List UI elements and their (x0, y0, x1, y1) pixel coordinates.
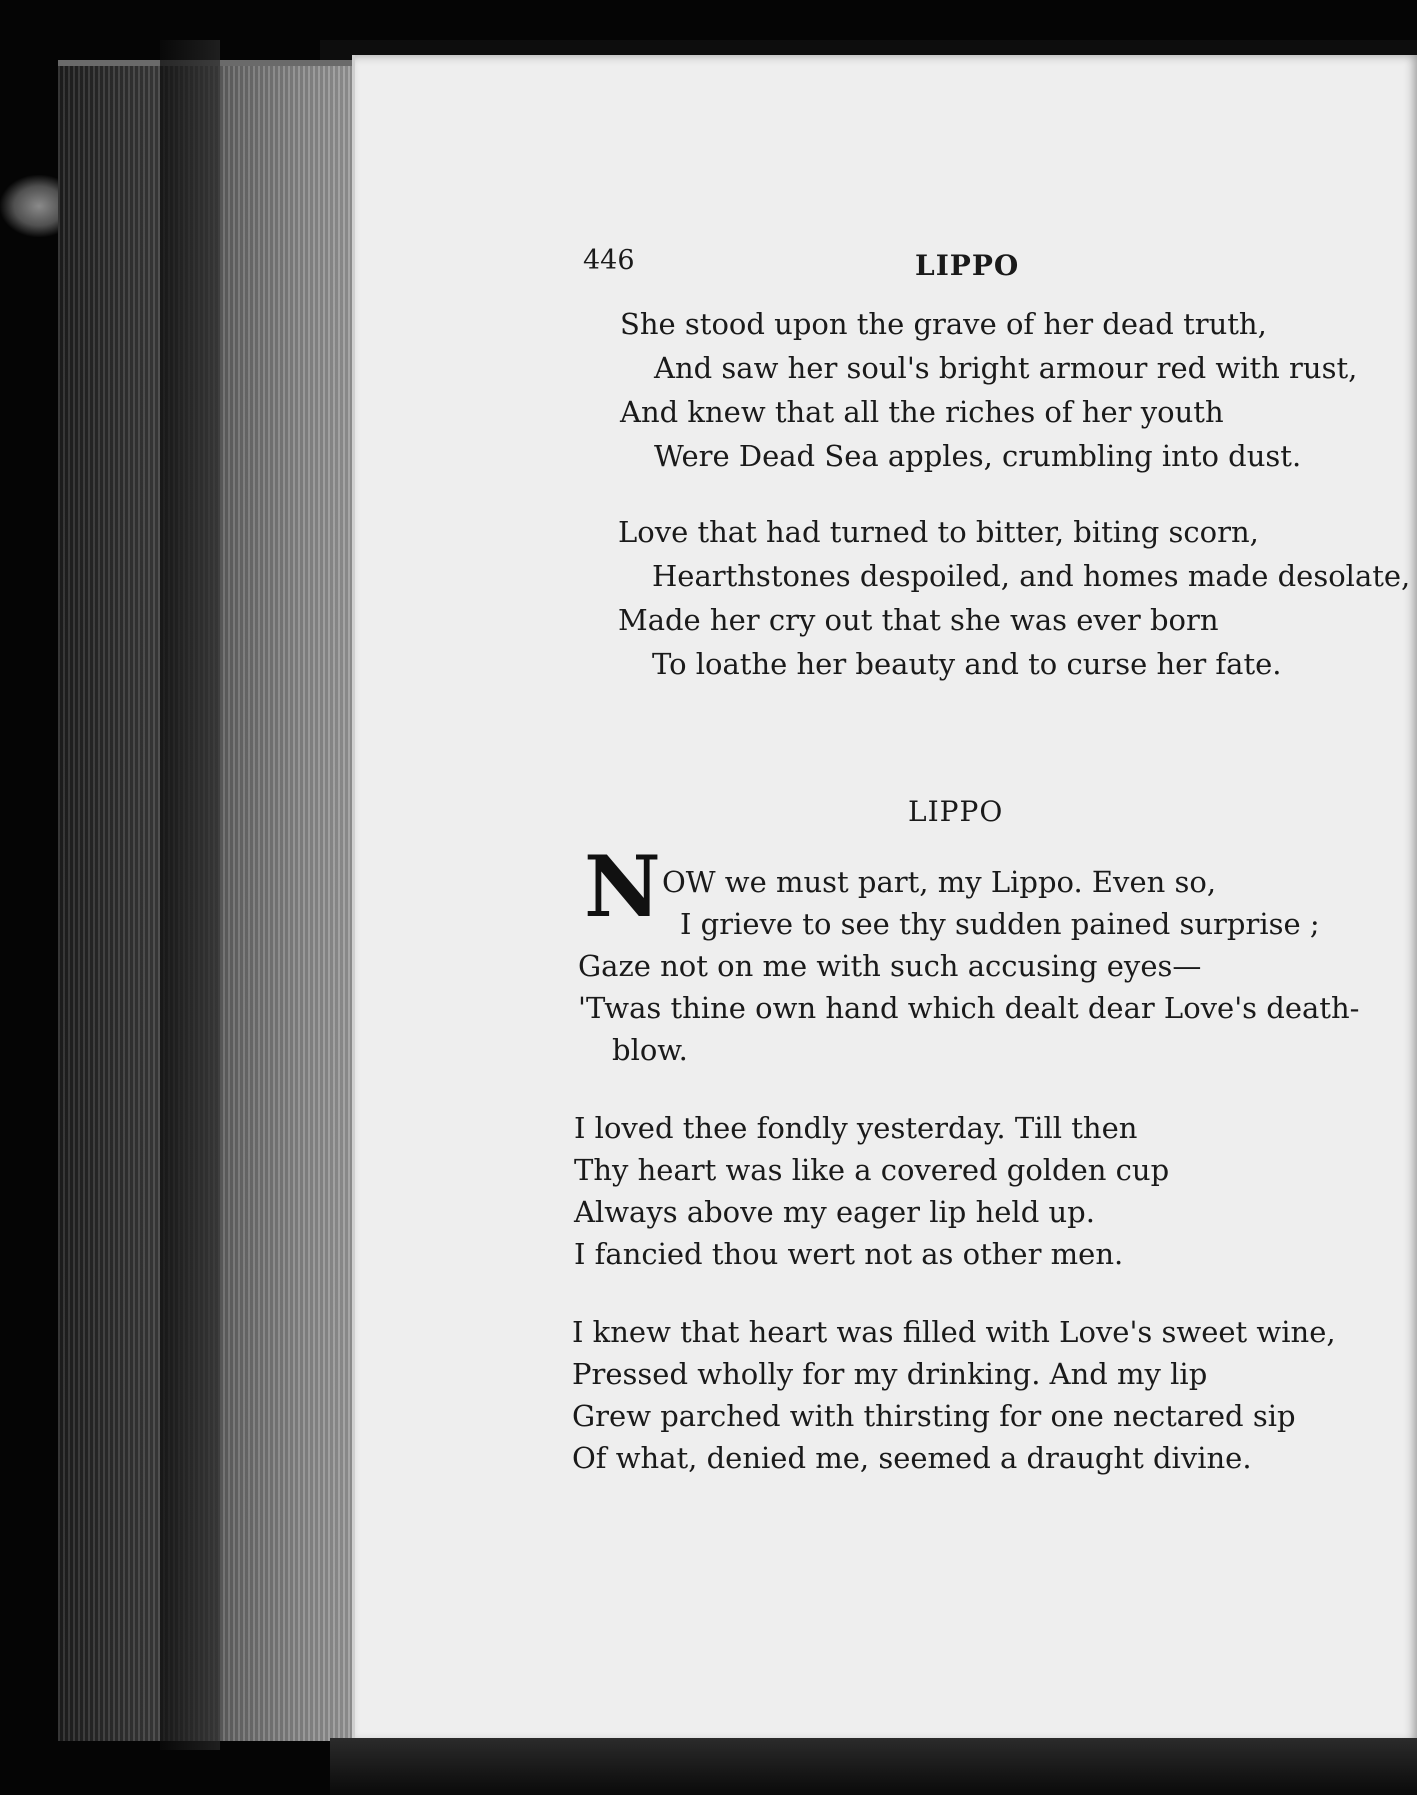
poem-line: Thy heart was like a covered golden cup (574, 1153, 1170, 1187)
previous-poem-line: To loathe her beauty and to curse her fate. (652, 647, 1282, 681)
previous-poem-line: And saw her soul's bright armour red with rust, (654, 351, 1358, 385)
poem-title: LIPPO (908, 795, 1004, 828)
poem-line: Gaze not on me with such accusing eyes— (578, 949, 1202, 983)
poem-line: blow. (612, 1033, 688, 1067)
page-number: 446 (583, 245, 635, 276)
scan-bottom-border (330, 1738, 1417, 1795)
running-head: LIPPO (915, 249, 1020, 282)
book-spine-shadow (160, 40, 220, 1750)
previous-poem-line: Were Dead Sea apples, crumbling into dust. (654, 439, 1302, 473)
previous-poem-line: Made her cry out that she was ever born (618, 603, 1219, 637)
poem-line: I fancied thou wert not as other men. (574, 1237, 1124, 1271)
poem-line: I knew that heart was filled with Love's sweet wine, (572, 1315, 1336, 1349)
poem-line: Grew parched with thirsting for one nectared sip (572, 1399, 1296, 1433)
poem-line: OW we must part, my Lippo. Even so, (662, 865, 1217, 899)
previous-poem-line: She stood upon the grave of her dead truth, (620, 307, 1267, 341)
previous-poem-line: And knew that all the riches of her youth (620, 395, 1224, 429)
drop-cap: N (584, 837, 661, 936)
poem-line: Pressed wholly for my drinking. And my lip (572, 1357, 1208, 1391)
poem-line: Of what, denied me, seemed a draught divine. (572, 1441, 1252, 1475)
poem-line: I grieve to see thy sudden pained surprise ; (680, 907, 1320, 941)
poem-line: I loved thee fondly yesterday. Till then (574, 1111, 1138, 1145)
previous-poem-line: Love that had turned to bitter, biting scorn, (618, 515, 1259, 549)
previous-poem-line: Hearthstones despoiled, and homes made desolate, (652, 559, 1411, 593)
poem-line: Always above my eager lip held up. (574, 1195, 1095, 1229)
poem-line: 'Twas thine own hand which dealt dear Love's death- (578, 991, 1360, 1025)
